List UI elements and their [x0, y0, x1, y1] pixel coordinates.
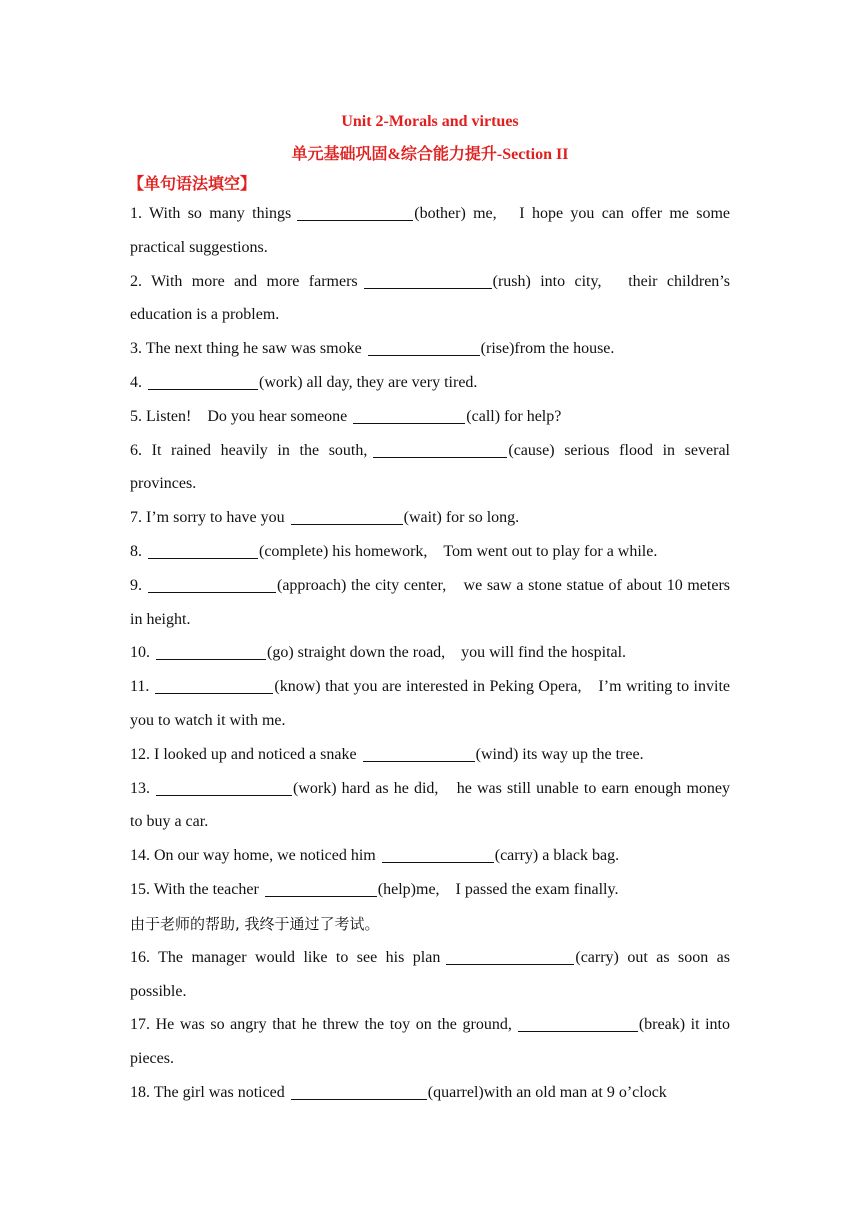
answer-blank — [368, 338, 480, 356]
question-list — [130, 197, 730, 1110]
question-3: 3. The next thing he saw was smoke (rise)from the house. — [130, 340, 615, 358]
section-heading: 【单句语法填空】 — [128, 176, 257, 193]
unit-title: Unit 2-Morals and virtues — [341, 113, 519, 130]
question-16: 16. The manager would like to see his plan (carry) out as soon as possible. — [130, 948, 731, 1000]
answer-blank — [148, 541, 258, 559]
section-subtitle: 单元基础巩固&综合能力提升-Section II — [291, 146, 569, 163]
answer-blank — [373, 440, 507, 458]
question-18: 18. The girl was noticed (quarrel)with an old man at 9 o’clock — [130, 1083, 667, 1101]
answer-blank — [265, 879, 377, 897]
answer-blank — [148, 575, 276, 593]
answer-blank — [291, 507, 403, 525]
question-9: 9. (approach) the city center, we saw a stone statue of about 10 meters in height. — [130, 576, 730, 628]
answer-blank — [353, 406, 465, 424]
answer-blank — [364, 271, 492, 289]
answer-blank — [148, 372, 258, 390]
question-14: 14. On our way home, we noticed him (carry) a black bag. — [130, 847, 620, 865]
question-7: 7. I’m sorry to have you (wait) for so long. — [130, 509, 520, 527]
answer-blank — [156, 778, 292, 796]
answer-blank — [363, 744, 475, 762]
answer-blank — [382, 845, 494, 863]
question-17: 17. He was so angry that he threw the toy on the ground, (break) it into pieces. — [130, 1016, 731, 1068]
answer-blank — [155, 676, 273, 694]
answer-blank — [518, 1014, 638, 1032]
question-4: 4. (work) all day, they are very tired. — [130, 373, 478, 391]
question-6: 6. It rained heavily in the south, (cause) serious flood in several provinces. — [130, 441, 730, 493]
question-12: 12. I looked up and noticed a snake (wind) its way up the tree. — [130, 745, 644, 763]
answer-blank — [291, 1082, 427, 1100]
question-2: 2. With more and more farmers (rush) into city, their children’s education is a problem. — [130, 272, 730, 324]
question-8: 8. (complete) his homework, Tom went out to play for a while. — [130, 542, 658, 560]
document-page — [130, 110, 730, 1110]
question-11: 11. (know) that you are interested in Peking Opera, I’m writing to invite you to watch it with me. — [130, 678, 730, 729]
question-13: 13. (work) hard as he did, he was still unable to earn enough money to buy a car. — [130, 779, 730, 831]
question-1: 1. With so many things (bother) me, I hope you can offer me some practical suggestions. — [130, 205, 730, 256]
question-15: 15. With the teacher (help)me, I passed the exam finally. — [130, 880, 619, 898]
answer-blank — [297, 203, 413, 221]
question-10: 10. (go) straight down the road, you will find the hospital. — [130, 644, 627, 662]
answer-blank — [446, 947, 574, 965]
question-5: 5. Listen! Do you hear someone (call) for help? — [130, 407, 562, 425]
question-15-translation: 由于老师的帮助, 我终于通过了考试。 — [130, 914, 380, 933]
answer-blank — [156, 642, 266, 660]
